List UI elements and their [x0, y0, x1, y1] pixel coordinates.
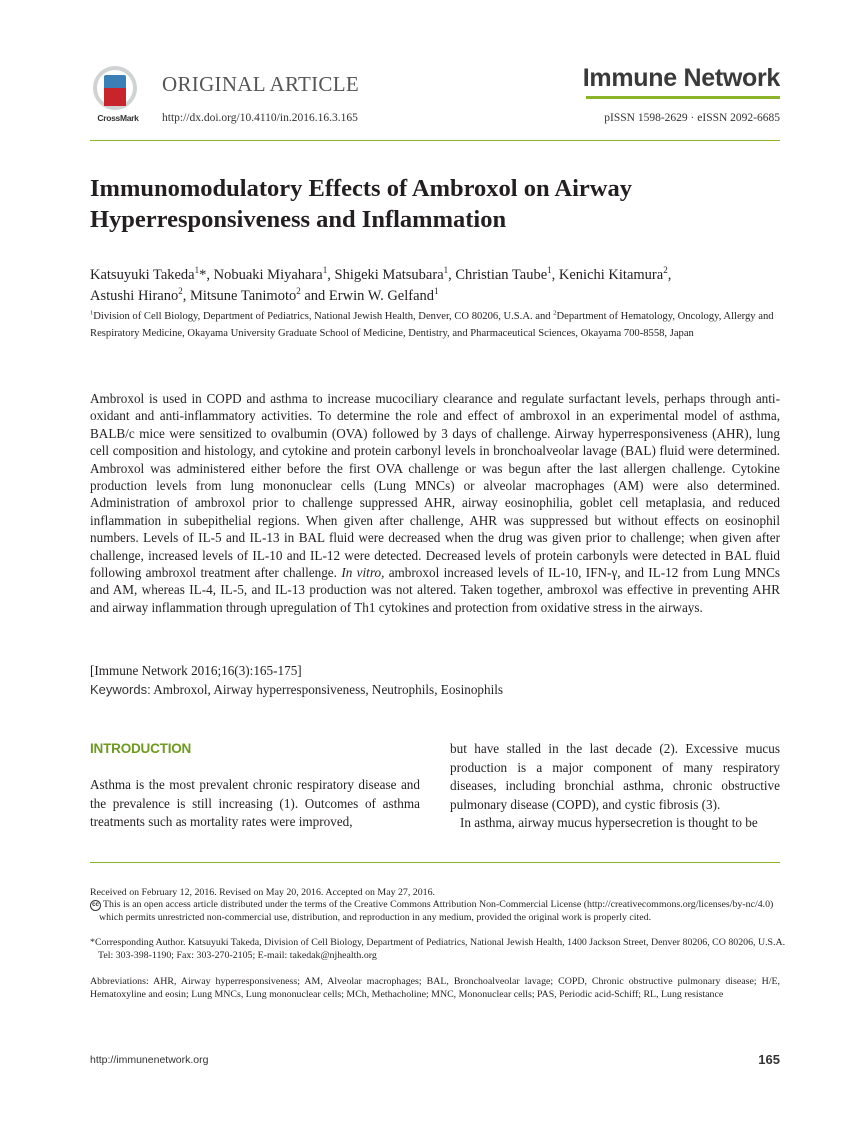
crossmark-label: CrossMark	[97, 113, 139, 123]
section-heading-introduction: INTRODUCTION	[90, 741, 192, 756]
author-name: Erwin W. Gelfand	[328, 288, 435, 304]
author-mark: 2	[296, 286, 301, 297]
doi-link[interactable]: http://dx.doi.org/10.4110/in.2016.16.3.165	[162, 112, 358, 124]
title-line-2: Hyperresponsiveness and Inflammation	[90, 206, 507, 233]
author-mark: 1	[443, 265, 449, 276]
journal-url[interactable]: http://immunenetwork.org	[90, 1054, 209, 1066]
crossmark-ribbon-bottom	[104, 88, 126, 106]
abstract-part-2: , ambroxol increased levels of IL-10, IFN-γ, and IL-12 from Lung MNCs and AM, whereas IL-4, IL-5, and IL-13 production was not altered. Taken together, ambroxol was effective in preventing AHR and airway inflammation through upregulation of Th1 cytokines and protection from oxidative stress in the airways.	[90, 565, 780, 615]
author-mark: 1	[434, 286, 439, 297]
journal-citation: [Immune Network 2016;16(3):165-175]	[90, 663, 302, 678]
keywords-list: Ambroxol, Airway hyperresponsiveness, Neutrophils, Eosinophils	[150, 682, 504, 697]
received-dates: Received on February 12, 2016. Revised on May 20, 2016. Accepted on May 27, 2016.	[90, 887, 436, 898]
abstract-part-1: Ambroxol is used in COPD and asthma to increase mucociliary clearance and regulate surfactant levels, perhaps through anti-oxidant and anti-inflammatory activities. To determine the role and effect of ambroxol in an experimental model of asthma, BALB/c mice were sensitized to ovalbumin (OVA) followed by 3 days of challenge. Airway hyperresponsiveness (AHR), lung cell composition and histology, and cytokine and protein carbonyl levels in bronchoalveolar lavage (BAL) fluid were determined. Ambroxol was administered either before the first OVA challenge or was begun after the last allergen challenge. Cytokine production levels from lung mononuclear cells (Lung MNCs) or alveolar macrophages (AM) were also determined. Administration of ambroxol prior to challenge suppressed AHR, airway eosinophilia, goblet cell metaplasia, and reduced inflammation in subepithelial regions. When given after challenge, AHR was suppressed but without effects on eosinophil numbers. Levels of IL-5 and IL-13 in BAL fluid were decreased when the drug was given prior to challenge; when given after challenge, increased levels of IL-10 and IL-12 were detected. Decreased levels of protein carbonyls were detected in BAL fluid following ambroxol treatment after challenge.	[90, 391, 780, 581]
journal-name: Immune Network	[582, 64, 780, 92]
affiliation-mark: 2	[553, 309, 557, 317]
issn: pISSN 1598-2629 · eISSN 2092-6685	[604, 112, 780, 124]
author-name: Kenichi Kitamura	[558, 267, 664, 283]
article-title	[90, 173, 780, 235]
affiliations	[90, 308, 780, 342]
intro-right-text: but have stalled in the last decade (2). Excessive mucus production is a major component of many respiratory diseases, including bronchial asthma, chronic obstructive pulmonary disease (COPD), and cystic fibrosis (3).	[450, 741, 780, 812]
affiliation-mark: 1	[90, 309, 94, 317]
creative-commons-icon: cc	[90, 900, 101, 911]
footnote-divider	[90, 862, 780, 863]
abstract-italic: In vitro	[341, 565, 382, 581]
affiliation-2: Department of Hematology, Oncology, Allergy and Respiratory Medicine, Okayama University Graduate School of Medicine, Dentistry, and Pharmaceutical Sciences, Okayama 700-8558, Japan	[90, 311, 774, 339]
keywords-label: Keywords:	[90, 682, 151, 697]
journal-accent-bar	[586, 96, 780, 99]
corresponding-author: *Corresponding Author. Katsuyuki Takeda, Division of Cell Biology, Department of Pediatrics, National Jewish Health, 1400 Jackson Street, Denver 80206, CO 80206, U.S.A. Tel: 303-398-1190; Fax: 303-270-2105; E-mail: takedak@njhealth.org	[90, 937, 786, 961]
author-conjunction: and	[304, 288, 326, 304]
intro-right-paragraph-2: In asthma, airway mucus hypersecretion is thought to be	[460, 815, 758, 831]
author-mark: 1	[194, 265, 200, 276]
abstract	[90, 390, 780, 616]
author-list: Katsuyuki Takeda$^1$*, Nobuaki Miyahara$^1$, Shigeki Matsubara$^1$, Christian Taube$^1$, Kenichi Kitamura$^2$, Astushi Hirano$^2$, Mitsune Tanimoto$^2$ and Erwin W. Gelfand$^1$	[90, 265, 672, 304]
author-name: Astushi Hirano	[90, 288, 179, 304]
title-line-1: Immunomodulatory Effects of Ambroxol on Airway	[90, 175, 632, 202]
open-access-notice	[90, 899, 789, 925]
author-mark: 2	[178, 286, 183, 297]
article-type: ORIGINAL ARTICLE	[162, 72, 359, 96]
author-name: Nobuaki Miyahara	[213, 267, 323, 283]
author-mark: 2	[663, 265, 668, 276]
intro-right-column	[450, 740, 780, 833]
author-mark: 1	[547, 265, 552, 276]
corresponding-star: *	[199, 267, 207, 283]
intro-left-column: Asthma is the most prevalent chronic respiratory disease and the prevalence is still increasing (1). Outcomes of asthma treatments such as mortality rates were improved,	[90, 777, 420, 830]
author-name: Shigeki Matsubara	[334, 267, 444, 283]
open-access-text: This is an open access article distributed under the terms of the Creative Commons Attribution Non-Commercial License (http://creativecommons.org/licenses/by-nc/4.0) which permits unrestricted non-commercial use, distribution, and reproduction in any medium, provided the original work is properly cited.	[99, 899, 774, 923]
author-name: Katsuyuki Takeda	[90, 267, 195, 283]
keywords	[90, 681, 503, 698]
header-divider	[90, 140, 780, 141]
crossmark-logo[interactable]	[90, 66, 146, 128]
affiliation-1: Division of Cell Biology, Department of Pediatrics, National Jewish Health, Denver, CO 80206, U.S.A. and	[93, 311, 554, 322]
author-name: Christian Taube	[455, 267, 548, 283]
page-number: 165	[758, 1052, 780, 1067]
author-mark: 1	[322, 265, 328, 276]
abbreviations: Abbreviations: AHR, Airway hyperresponsiveness; AM, Alveolar macrophages; BAL, Bronchoalveolar lavage; COPD, Chronic obstructive pulmonary disease; H/E, Hematoxyline and eosin; Lung MNCs, Lung mononuclear cells; MCh, Methacholine; MNC, Mononuclear cells; PAS, Periodic acid-Schiff; RL, Lung resistance	[90, 976, 780, 1000]
author-name: Mitsune Tanimoto	[189, 288, 297, 304]
